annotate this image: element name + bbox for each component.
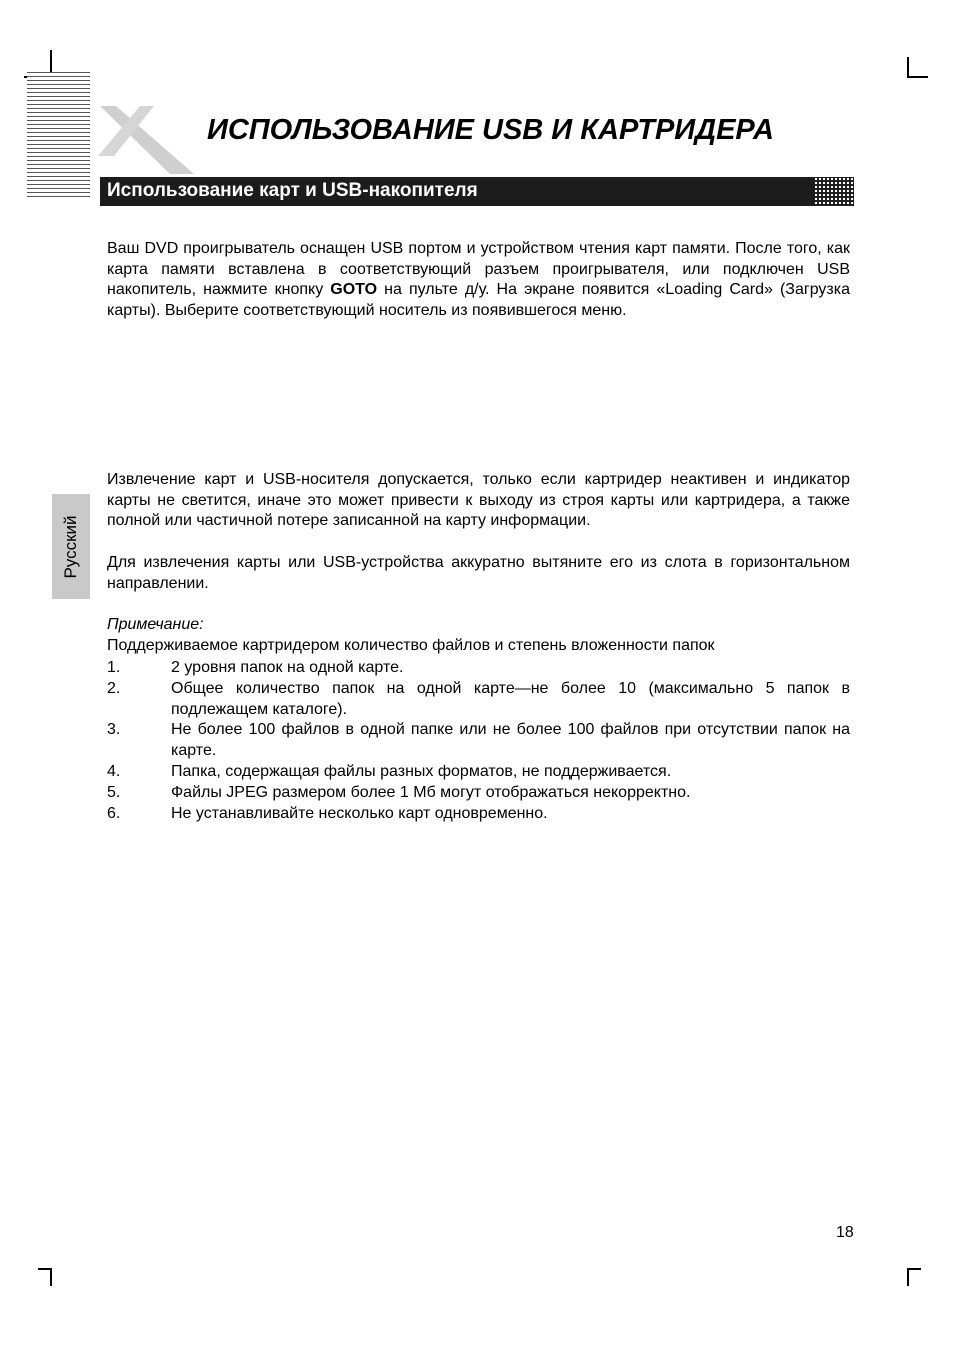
page-number: 18 bbox=[836, 1224, 854, 1241]
list-item-text: Папка, содержащая файлы разных форматов, не поддерживается. bbox=[171, 763, 672, 780]
list-item-text: Не более 100 файлов в одной папке или не более 100 файлов при отсутствии папок на карте. bbox=[171, 721, 850, 759]
page-title: ИСПОЛЬЗОВАНИЕ USB И КАРТРИДЕРА bbox=[207, 114, 774, 146]
section-title: Использование карт и USB-накопителя bbox=[107, 180, 478, 201]
dot-pattern-decoration bbox=[814, 177, 854, 206]
list-item-text: Файлы JPEG размером более 1 Мб могут отображаться некорректно. bbox=[171, 784, 691, 801]
list-item-text: Общее количество папок на одной карте—не более 10 (максимально 5 папок в подлежащем каталоге). bbox=[171, 680, 850, 718]
list-item-number: 6. bbox=[107, 805, 121, 822]
list-item-number: 4. bbox=[107, 763, 121, 780]
list-item bbox=[107, 679, 850, 720]
removal-warning-paragraph: Извлечение карт и USB-носителя допускается, только если картридер неактивен и индикатор карты не светится, иначе это может привести к выходу из строя карты или картридера, а также полной или частичной потере записанной на карту информации. bbox=[107, 471, 850, 530]
intro-paragraph bbox=[107, 239, 850, 321]
list-item bbox=[107, 720, 850, 761]
crop-mark-bottom-right-vertical bbox=[907, 1268, 909, 1286]
intro-text-start: Ваш DVD проигрыватель оснащен USB портом и устройством чтения карт памяти. После того, как карта памяти вставлена в соответствующий разъем проигрывателя, или подключен USB накопитель, нажмите кнопку bbox=[107, 240, 850, 299]
x-logo-icon bbox=[96, 104, 196, 181]
list-item bbox=[107, 783, 850, 804]
goto-button-label: GOTO bbox=[330, 281, 378, 299]
list-item-number: 1. bbox=[107, 659, 121, 676]
list-item bbox=[107, 804, 850, 825]
removal-instruction-paragraph: Для извлечения карты или USB-устройства аккуратно вытяните его из слота в горизонтальном направлении. bbox=[107, 554, 850, 592]
language-label: Русский bbox=[61, 514, 80, 579]
list-item-text: Не устанавливайте несколько карт одновременно. bbox=[171, 805, 548, 822]
note-label: Примечание: bbox=[107, 616, 204, 633]
list-item-number: 5. bbox=[107, 784, 121, 801]
list-item bbox=[107, 658, 850, 679]
list-item-number: 3. bbox=[107, 721, 121, 738]
intro-text-end: на пульте д/у. На экране появится «Loading Card» (Загрузка карты). Выберите соответствующий носитель из появившегося меню. bbox=[107, 281, 850, 319]
list-item-text: 2 уровня папок на одной карте. bbox=[171, 659, 404, 676]
section-header-bar bbox=[100, 177, 854, 206]
crop-mark-top-right-horizontal bbox=[907, 76, 928, 78]
striped-header-decoration bbox=[27, 72, 90, 199]
crop-mark-bottom-right-horizontal bbox=[907, 1268, 921, 1270]
crop-mark-top-right-vertical bbox=[907, 57, 909, 78]
list-item bbox=[107, 762, 850, 783]
language-side-tab bbox=[52, 494, 90, 599]
list-item-number: 2. bbox=[107, 680, 121, 697]
note-intro: Поддерживаемое картридером количество файлов и степень вложенности папок bbox=[107, 637, 715, 654]
crop-mark-bottom-left-vertical bbox=[50, 1268, 52, 1286]
